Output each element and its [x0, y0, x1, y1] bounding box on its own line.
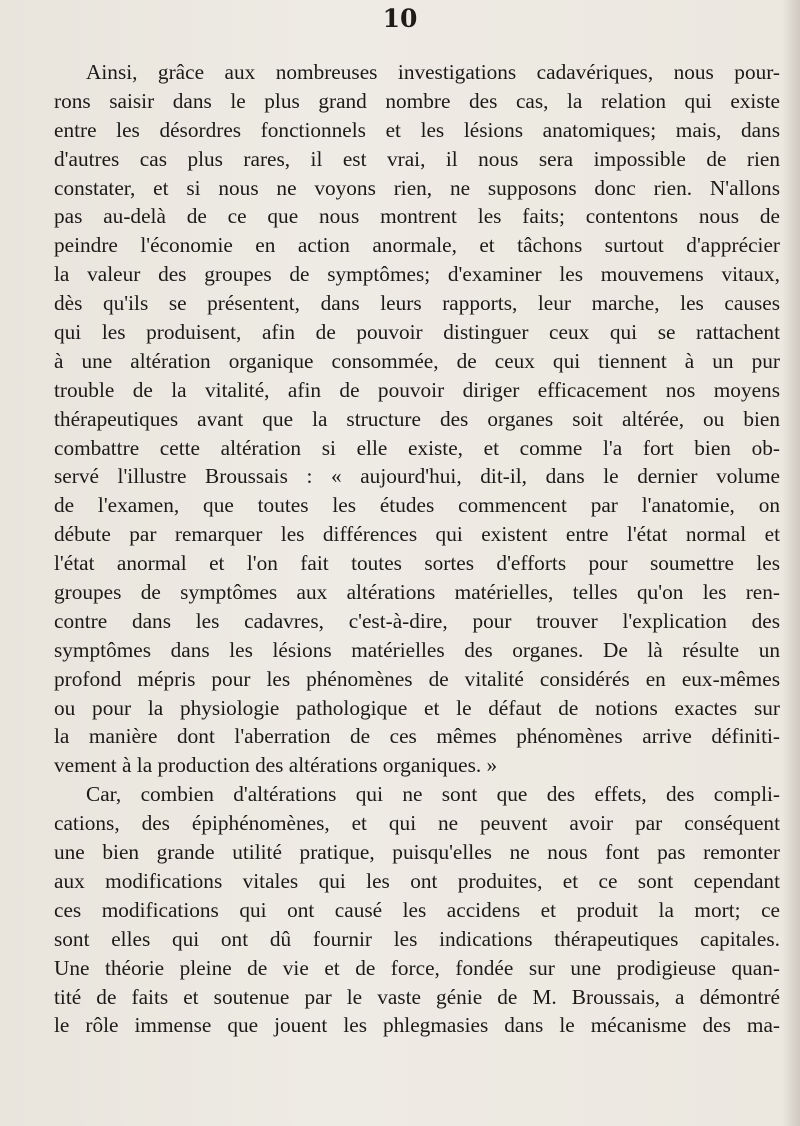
text-line: combattre cette altération si elle existe, et comme l'a fort bien ob-: [54, 435, 780, 460]
text-line: la valeur des groupes de symptômes; d'examiner les mouvemens vitaux,: [54, 262, 780, 287]
text-line: vement à la production des altérations organiques. »: [54, 753, 498, 778]
text-line: entre les désordres fonctionnels et les lésions anatomiques; mais, dans: [54, 117, 780, 142]
text-line: ou pour la physiologie pathologique et le défaut de notions exactes sur: [54, 695, 780, 720]
text-line: à une altération organique consommée, de ceux qui tiennent à un pur: [54, 348, 780, 373]
text-line: trouble de la vitalité, afin de pouvoir diriger efficacement nos moyens: [54, 377, 780, 402]
text-line: aux modifications vitales qui les ont produites, et ce sont cependant: [54, 868, 780, 893]
text-line: Ainsi, grâce aux nombreuses investigations cadavériques, nous pour-: [86, 60, 780, 84]
page-number: 10: [382, 4, 418, 33]
text-line: pas au-delà de ce que nous montrent les faits; contentons nous de: [54, 204, 780, 229]
text-line: groupes de symptômes aux altérations matérielles, telles qu'on les ren-: [54, 580, 780, 605]
text-line: Une théorie pleine de vie et de force, fondée sur une prodigieuse quan-: [54, 955, 780, 980]
text-line: contre dans les cadavres, c'est-à-dire, pour trouver l'explication des: [54, 608, 780, 633]
text-line: Car, combien d'altérations qui ne sont que des effets, des compli-: [86, 782, 780, 807]
text-line: l'état anormal et l'on fait toutes sortes d'efforts pour soumettre les: [54, 551, 780, 576]
text-line: constater, et si nous ne voyons rien, ne supposons donc rien. N'allons: [54, 175, 780, 200]
text-line: thérapeutiques avant que la structure des organes soit altérée, ou bien: [54, 406, 780, 431]
text-line: sont elles qui ont dû fournir les indications thérapeutiques capitales.: [54, 926, 780, 951]
text-line: symptômes dans les lésions matérielles des organes. De là résulte un: [54, 637, 780, 662]
text-line: une bien grande utilité pratique, puisqu'elles ne nous font pas remonter: [54, 840, 780, 865]
text-line: d'autres cas plus rares, il est vrai, il nous sera impossible de rien: [54, 146, 780, 171]
text-line: rons saisir dans le plus grand nombre des cas, la relation qui existe: [54, 88, 780, 113]
text-line: profond mépris pour les phénomènes de vitalité considérés en eux-mêmes: [54, 666, 780, 691]
paragraph-1: [54, 58, 780, 780]
body-text: [54, 58, 780, 1040]
text-line: dès qu'ils se présentent, dans leurs rapports, leur marche, les causes: [54, 291, 780, 316]
text-line: de l'examen, que toutes les études commencent par l'anatomie, on: [54, 493, 780, 518]
text-line: débute par remarquer les différences qui existent entre l'état normal et: [54, 522, 780, 547]
text-line: cations, des épiphénomènes, et qui ne peuvent avoir par conséquent: [54, 811, 780, 836]
text-line: la manière dont l'aberration de ces mêmes phénomènes arrive définiti-: [54, 724, 780, 749]
text-line: servé l'illustre Broussais : « aujourd'hui, dit-il, dans le dernier volume: [54, 464, 780, 489]
text-line: qui les produisent, afin de pouvoir distinguer ceux qui se rattachent: [54, 320, 780, 345]
text-line: tité de faits et soutenue par le vaste génie de M. Broussais, a démontré: [54, 984, 780, 1009]
text-line: ces modifications qui ont causé les accidens et produit la mort; ce: [54, 897, 780, 922]
text-line: peindre l'économie en action anormale, et tâchons surtout d'apprécier: [54, 233, 780, 258]
paragraph-2: [54, 780, 780, 1040]
page-edge-shadow: [782, 0, 800, 1126]
text-line: le rôle immense que jouent les phlegmasies dans le mécanisme des ma-: [54, 1013, 780, 1038]
